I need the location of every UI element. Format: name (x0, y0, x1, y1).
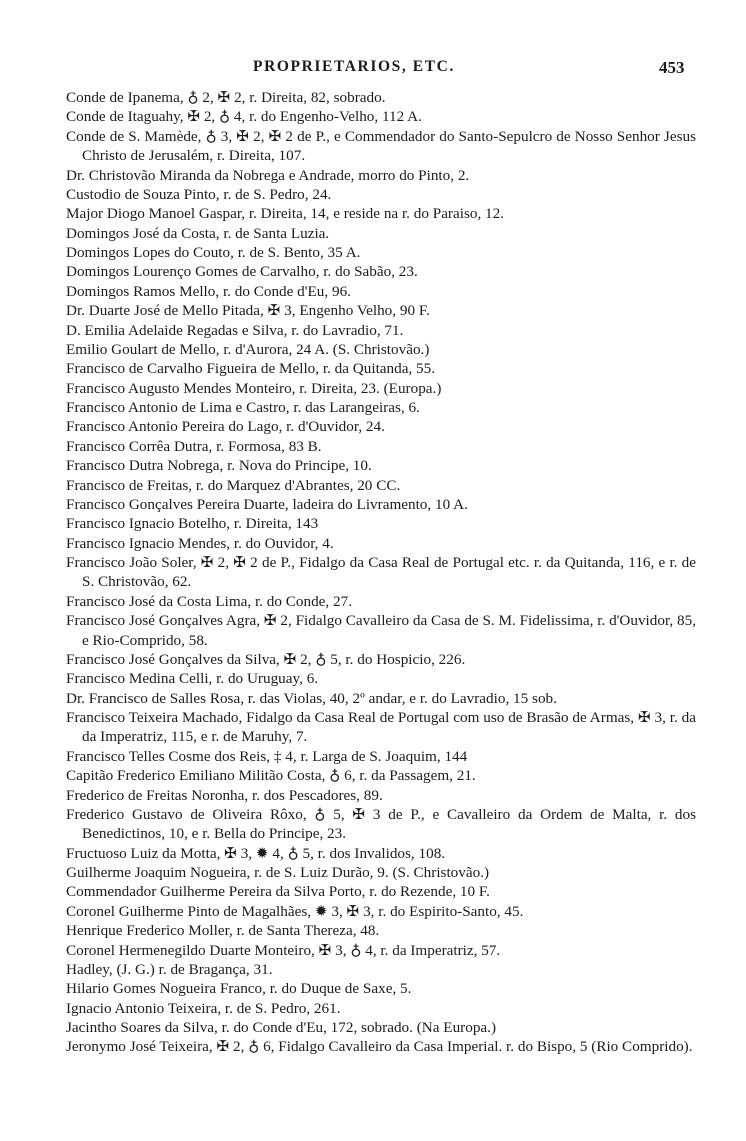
directory-entry: Francisco Ignacio Mendes, r. do Ouvidor, 4. (66, 534, 334, 552)
directory-entry: Coronel Guilherme Pinto de Magalhães, ✹ 3, ✠ 3, r. do Espirito-Santo, 45. (66, 902, 524, 920)
directory-entry: D. Emilia Adelaide Regadas e Silva, r. do Lavradio, 71. (66, 321, 404, 339)
directory-entry: Jeronymo José Teixeira, ✠ 2, ♁ 6, Fidalgo Cavalleiro da Casa Imperial. r. do Bispo, 5 (Rio Comprido). (66, 1038, 693, 1056)
directory-entry: Capitão Frederico Emiliano Militão Costa, ♁ 6, r. da Passagem, 21. (66, 767, 476, 785)
directory-entry: Conde de Ipanema, ♁ 2, ✠ 2, r. Direita, 82, sobrado. (66, 89, 386, 106)
directory-entry: Conde de Itaguahy, ✠ 2, ♁ 4, r. do Engenho-Velho, 112 A. (66, 108, 422, 126)
directory-entry: Emilio Goulart de Mello, r. d'Aurora, 24 A. (S. Christovão.) (66, 340, 430, 358)
directory-entry: Francisco Antonio Pereira do Lago, r. d'Ouvidor, 24. (66, 418, 385, 436)
directory-entry: Frederico Gustavo de Oliveira Rôxo, ♁ 5, ✠ 3 de P., e Cavalleiro da Ordem de Malta, r. dos Benedictinos, 10, e r. Bella do Principe, 23. (66, 805, 696, 843)
directory-entry: Francisco Telles Cosme dos Reis, ‡ 4, r. Larga de S. Joaquim, 144 (66, 747, 468, 765)
directory-entry: Guilherme Joaquim Nogueira, r. de S. Luiz Durão, 9. (S. Christovão.) (66, 864, 490, 881)
directory-entry: Coronel Hermenegildo Duarte Monteiro, ✠ 3, ♁ 4, r. da Imperatriz, 57. (66, 941, 501, 959)
directory-entry: Ignacio Antonio Teixeira, r. de S. Pedro, 261. (66, 999, 341, 1017)
directory-entry: Francisco Teixeira Machado, Fidalgo da Casa Real de Portugal com uso de Brasão de Armas, ✠ 3, r. da da Imperatriz, 115, e r. de Maruhy, 7. (66, 709, 696, 746)
directory-entry: Commendador Guilherme Pereira da Silva Porto, r. do Rezende, 10 F. (66, 883, 490, 901)
directory-entry: Fructuoso Luiz da Motta, ✠ 3, ✹ 4, ♁ 5, r. dos Invalidos, 108. (66, 844, 446, 862)
directory-entry: Francisco de Carvalho Figueira de Mello, r. da Quitanda, 55. (66, 360, 436, 378)
directory-entry: Frederico de Freitas Noronha, r. dos Pescadores, 89. (66, 786, 383, 804)
directory-entry: Dr. Duarte José de Mello Pitada, ✠ 3, Engenho Velho, 90 F. (66, 302, 430, 320)
directory-entry: Hilario Gomes Nogueira Franco, r. do Duque de Saxe, 5. (66, 980, 412, 998)
directory-entry: Domingos Lopes do Couto, r. de S. Bento, 35 A. (66, 244, 361, 261)
directory-entry: Custodio de Souza Pinto, r. de S. Pedro, 24. (66, 185, 332, 203)
directory-entry: Domingos Ramos Mello, r. do Conde d'Eu, 96. (66, 282, 351, 300)
directory-entry: Francisco José Gonçalves da Silva, ✠ 2, ♁ 5, r. do Hospicio, 226. (66, 650, 466, 668)
directory-entry: Domingos Lourenço Gomes de Carvalho, r. do Sabão, 23. (66, 263, 418, 281)
directory-entry: Conde de S. Mamède, ♁ 3, ✠ 2, ✠ 2 de P., e Commendador do Santo-Sepulcro de Nosso Senhor Jesus Christo de Jerusalém, r. Direita, 107. (66, 127, 696, 165)
directory-entry: Francisco Antonio de Lima e Castro, r. das Larangeiras, 6. (66, 399, 420, 416)
directory-entry: Domingos José da Costa, r. de Santa Luzia. (66, 224, 330, 242)
directory-entry: Francisco Dutra Nobrega, r. Nova do Principe, 10. (66, 457, 372, 475)
directory-entry: Francisco de Freitas, r. do Marquez d'Abrantes, 20 CC. (66, 476, 401, 494)
directory-entry: Dr. Christovão Miranda da Nobrega e Andrade, morro do Pinto, 2. (66, 166, 470, 184)
directory-entry: Francisco João Soler, ✠ 2, ✠ 2 de P., Fidalgo da Casa Real de Portugal etc. r. da Quitanda, 116, e r. de S. Christovão, 62. (66, 554, 696, 591)
page-number: 453 (659, 58, 685, 77)
directory-entry: Francisco Ignacio Botelho, r. Direita, 143 (66, 515, 319, 533)
page-header (0, 58, 746, 82)
directory-entry: Francisco Medina Celli, r. do Uruguay, 6. (66, 670, 319, 688)
directory-entry: Henrique Frederico Moller, r. de Santa Thereza, 48. (66, 922, 380, 940)
directory-entry: Francisco Gonçalves Pereira Duarte, ladeira do Livramento, 10 A. (66, 495, 468, 513)
directory-entry: Francisco Augusto Mendes Monteiro, r. Direita, 23. (Europa.) (66, 379, 442, 397)
directory-entry: Francisco José Gonçalves Agra, ✠ 2, Fidalgo Cavalleiro da Casa de S. M. Fidelissima, r. d'Ouvidor, 85, e Rio-Comprido, 58. (66, 612, 696, 649)
directory-entry: Major Diogo Manoel Gaspar, r. Direita, 14, e reside na r. do Paraiso, 12. (66, 205, 505, 223)
directory-entry: Hadley, (J. G.) r. de Bragança, 31. (66, 960, 273, 978)
directory-entry: Jacintho Soares da Silva, r. do Conde d'Eu, 172, sobrado. (Na Europa.) (66, 1019, 497, 1036)
directory-entry: Francisco Corrêa Dutra, r. Formosa, 83 B. (66, 437, 322, 455)
directory-entry: Francisco José da Costa Lima, r. do Conde, 27. (66, 592, 352, 610)
directory-entry: Dr. Francisco de Salles Rosa, r. das Violas, 40, 2º andar, e r. do Lavradio, 15 sob. (66, 689, 557, 707)
proprietors-list (66, 88, 696, 1057)
running-title: PROPRIETARIOS, ETC. (253, 58, 455, 75)
